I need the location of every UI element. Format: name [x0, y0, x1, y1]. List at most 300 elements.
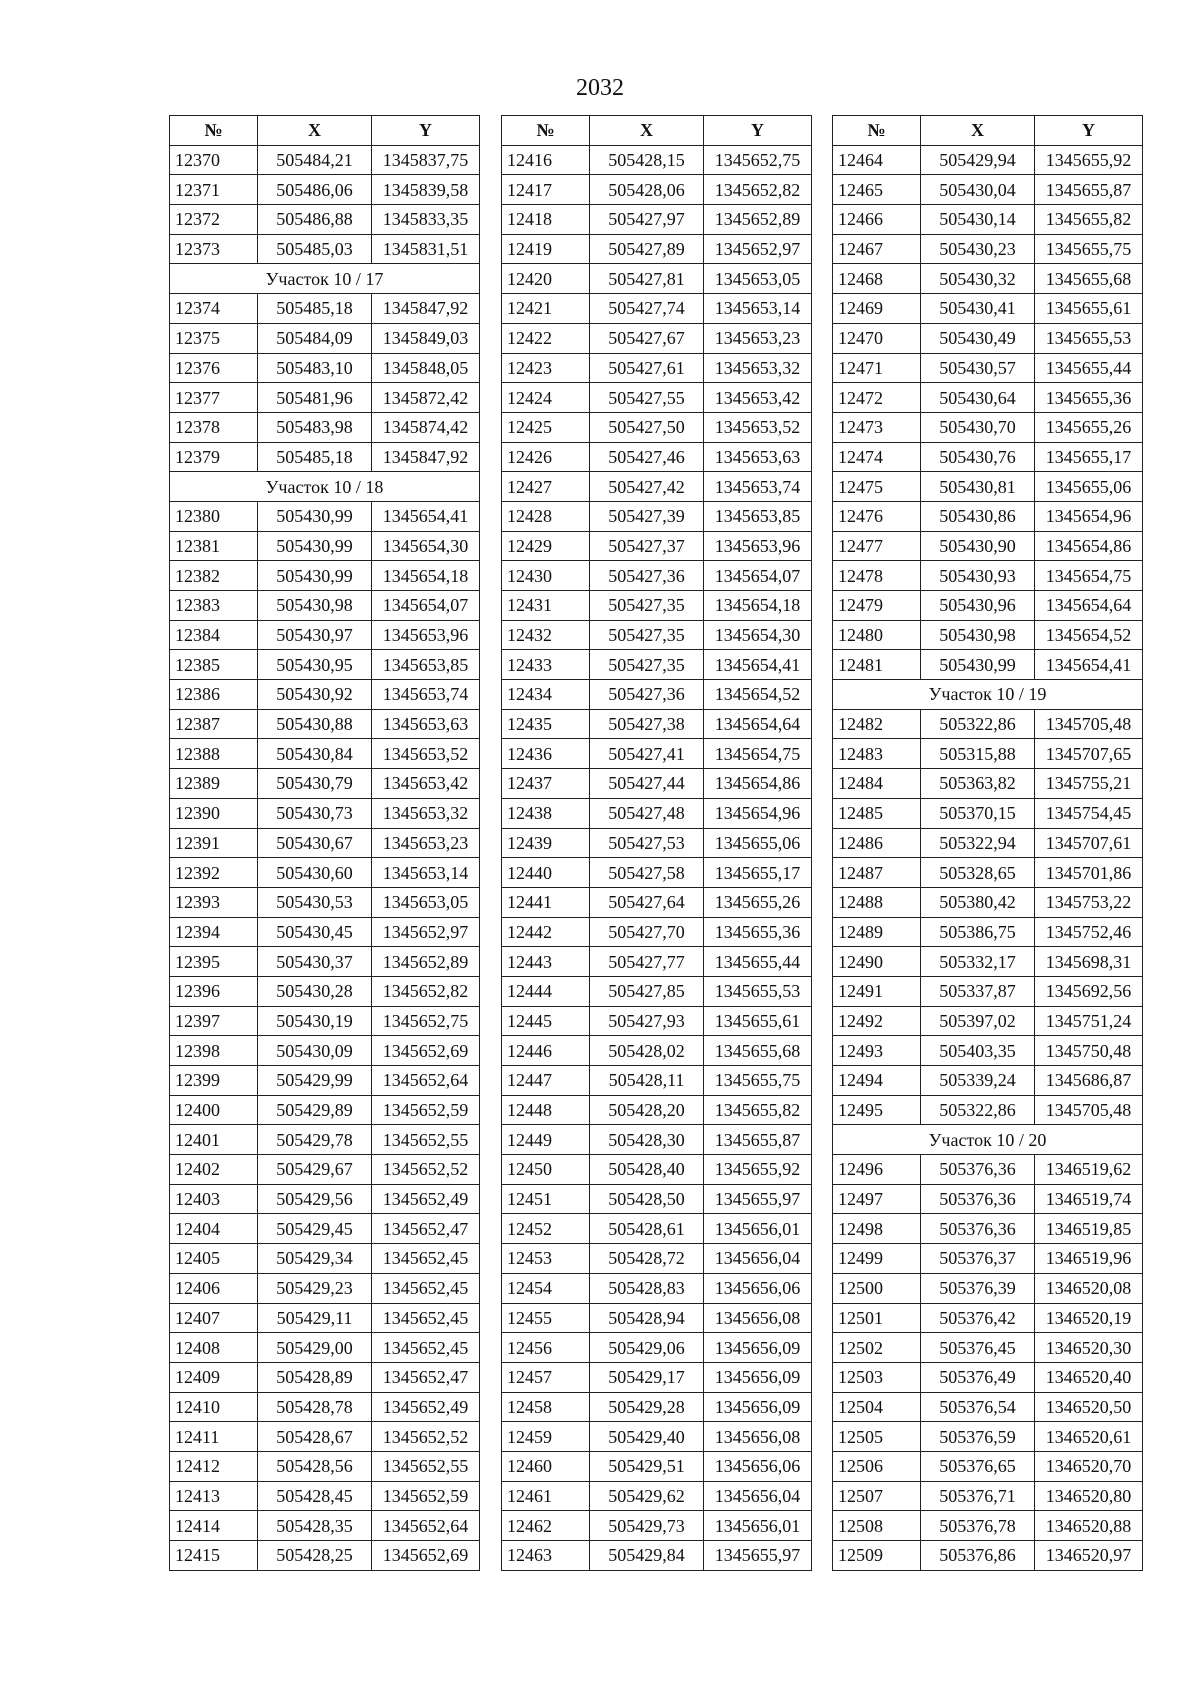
table-row — [502, 323, 812, 353]
point-number: 12385 — [170, 650, 258, 680]
x-coordinate: 505430,97 — [258, 620, 372, 650]
point-number: 12492 — [833, 1006, 921, 1036]
table-row — [833, 1541, 1143, 1571]
point-number: 12435 — [502, 709, 590, 739]
x-coordinate: 505430,64 — [921, 383, 1035, 413]
x-coordinate: 505376,78 — [921, 1511, 1035, 1541]
point-number: 12426 — [502, 442, 590, 472]
coordinates-table-1 — [169, 115, 480, 1571]
point-number: 12475 — [833, 472, 921, 502]
table-row — [170, 650, 480, 680]
table-row — [833, 976, 1143, 1006]
section-title: Участок 10 / 20 — [833, 1125, 1143, 1155]
y-coordinate: 1345839,58 — [372, 175, 480, 205]
y-coordinate: 1345655,75 — [704, 1066, 812, 1096]
x-coordinate: 505376,36 — [921, 1214, 1035, 1244]
y-coordinate: 1345655,44 — [704, 947, 812, 977]
y-coordinate: 1345654,52 — [704, 680, 812, 710]
point-number: 12472 — [833, 383, 921, 413]
point-number: 12441 — [502, 887, 590, 917]
point-number: 12416 — [502, 145, 590, 175]
point-number: 12476 — [833, 501, 921, 531]
table-row — [170, 1541, 480, 1571]
y-coordinate: 1345652,75 — [372, 1006, 480, 1036]
x-coordinate: 505429,06 — [590, 1333, 704, 1363]
y-coordinate: 1345654,96 — [704, 798, 812, 828]
x-coordinate: 505428,06 — [590, 175, 704, 205]
y-coordinate: 1345655,53 — [704, 976, 812, 1006]
table-row — [502, 591, 812, 621]
y-coordinate: 1345652,89 — [372, 947, 480, 977]
point-number: 12436 — [502, 739, 590, 769]
point-number: 12456 — [502, 1333, 590, 1363]
x-coordinate: 505403,35 — [921, 1036, 1035, 1066]
point-number: 12485 — [833, 798, 921, 828]
table-row — [833, 1422, 1143, 1452]
table-row — [833, 205, 1143, 235]
y-coordinate: 1346520,30 — [1035, 1333, 1143, 1363]
y-coordinate: 1345652,55 — [372, 1125, 480, 1155]
x-coordinate: 505429,94 — [921, 145, 1035, 175]
y-coordinate: 1345653,52 — [372, 739, 480, 769]
x-coordinate: 505427,93 — [590, 1006, 704, 1036]
x-coordinate: 505428,94 — [590, 1303, 704, 1333]
table-row — [170, 1303, 480, 1333]
point-number: 12382 — [170, 561, 258, 591]
x-coordinate: 505315,88 — [921, 739, 1035, 769]
x-coordinate: 505430,73 — [258, 798, 372, 828]
point-number: 12450 — [502, 1155, 590, 1185]
table-row — [502, 412, 812, 442]
x-coordinate: 505428,89 — [258, 1362, 372, 1392]
point-number: 12374 — [170, 294, 258, 324]
y-coordinate: 1345653,23 — [704, 323, 812, 353]
point-number: 12468 — [833, 264, 921, 294]
point-number: 12433 — [502, 650, 590, 680]
x-coordinate: 505376,54 — [921, 1392, 1035, 1422]
point-number: 12471 — [833, 353, 921, 383]
x-coordinate: 505427,46 — [590, 442, 704, 472]
point-number: 12454 — [502, 1273, 590, 1303]
header-y: Y — [1035, 116, 1143, 146]
x-coordinate: 505430,41 — [921, 294, 1035, 324]
y-coordinate: 1346519,62 — [1035, 1155, 1143, 1185]
x-coordinate: 505376,36 — [921, 1184, 1035, 1214]
y-coordinate: 1345654,18 — [704, 591, 812, 621]
y-coordinate: 1345656,06 — [704, 1451, 812, 1481]
y-coordinate: 1345655,61 — [1035, 294, 1143, 324]
table-row — [170, 709, 480, 739]
x-coordinate: 505427,36 — [590, 680, 704, 710]
point-number: 12389 — [170, 769, 258, 799]
x-coordinate: 505430,70 — [921, 412, 1035, 442]
point-number: 12406 — [170, 1273, 258, 1303]
header-num: № — [170, 116, 258, 146]
y-coordinate: 1345654,86 — [704, 769, 812, 799]
point-number: 12491 — [833, 976, 921, 1006]
table-row — [833, 1036, 1143, 1066]
y-coordinate: 1345655,17 — [1035, 442, 1143, 472]
table-row — [170, 1244, 480, 1274]
point-number: 12469 — [833, 294, 921, 324]
table-row — [833, 531, 1143, 561]
point-number: 12410 — [170, 1392, 258, 1422]
table-row — [833, 828, 1143, 858]
x-coordinate: 505376,39 — [921, 1273, 1035, 1303]
y-coordinate: 1345656,04 — [704, 1481, 812, 1511]
table-row — [502, 947, 812, 977]
point-number: 12465 — [833, 175, 921, 205]
table-row — [502, 1095, 812, 1125]
x-coordinate: 505376,42 — [921, 1303, 1035, 1333]
x-coordinate: 505427,64 — [590, 887, 704, 917]
point-number: 12370 — [170, 145, 258, 175]
coordinates-table-2 — [501, 115, 812, 1571]
x-coordinate: 505332,17 — [921, 947, 1035, 977]
point-number: 12381 — [170, 531, 258, 561]
x-coordinate: 505427,61 — [590, 353, 704, 383]
table-row — [502, 1036, 812, 1066]
y-coordinate: 1345655,53 — [1035, 323, 1143, 353]
point-number: 12380 — [170, 501, 258, 531]
table-row — [833, 442, 1143, 472]
y-coordinate: 1345655,97 — [704, 1541, 812, 1571]
table-row — [170, 1451, 480, 1481]
x-coordinate: 505486,06 — [258, 175, 372, 205]
y-coordinate: 1345701,86 — [1035, 858, 1143, 888]
x-coordinate: 505429,62 — [590, 1481, 704, 1511]
point-number: 12452 — [502, 1214, 590, 1244]
y-coordinate: 1345751,24 — [1035, 1006, 1143, 1036]
point-number: 12428 — [502, 501, 590, 531]
y-coordinate: 1345652,45 — [372, 1333, 480, 1363]
point-number: 12448 — [502, 1095, 590, 1125]
x-coordinate: 505428,45 — [258, 1481, 372, 1511]
y-coordinate: 1345654,64 — [704, 709, 812, 739]
table-row — [170, 1125, 480, 1155]
point-number: 12379 — [170, 442, 258, 472]
y-coordinate: 1345654,41 — [1035, 650, 1143, 680]
x-coordinate: 505428,61 — [590, 1214, 704, 1244]
point-number: 12494 — [833, 1066, 921, 1096]
point-number: 12404 — [170, 1214, 258, 1244]
y-coordinate: 1345655,36 — [1035, 383, 1143, 413]
table-row — [170, 769, 480, 799]
y-coordinate: 1345652,49 — [372, 1392, 480, 1422]
point-number: 12411 — [170, 1422, 258, 1452]
y-coordinate: 1345849,03 — [372, 323, 480, 353]
x-coordinate: 505427,53 — [590, 828, 704, 858]
table-row — [502, 1422, 812, 1452]
table-row — [170, 561, 480, 591]
table-row — [170, 234, 480, 264]
x-coordinate: 505430,99 — [258, 561, 372, 591]
point-number: 12415 — [170, 1541, 258, 1571]
point-number: 12413 — [170, 1481, 258, 1511]
table-row — [170, 412, 480, 442]
y-coordinate: 1345655,68 — [704, 1036, 812, 1066]
x-coordinate: 505430,49 — [921, 323, 1035, 353]
table-row — [502, 1541, 812, 1571]
table-row — [833, 323, 1143, 353]
y-coordinate: 1345707,65 — [1035, 739, 1143, 769]
x-coordinate: 505430,23 — [921, 234, 1035, 264]
point-number: 12437 — [502, 769, 590, 799]
x-coordinate: 505430,99 — [258, 501, 372, 531]
point-number: 12482 — [833, 709, 921, 739]
point-number: 12397 — [170, 1006, 258, 1036]
table-row — [833, 650, 1143, 680]
table-row — [833, 1066, 1143, 1096]
header-y: Y — [704, 116, 812, 146]
table-row — [833, 1155, 1143, 1185]
point-number: 12434 — [502, 680, 590, 710]
point-number: 12431 — [502, 591, 590, 621]
point-number: 12442 — [502, 917, 590, 947]
x-coordinate: 505427,97 — [590, 205, 704, 235]
x-coordinate: 505485,03 — [258, 234, 372, 264]
point-number: 12429 — [502, 531, 590, 561]
table-row — [170, 1214, 480, 1244]
table-row — [833, 947, 1143, 977]
y-coordinate: 1345656,01 — [704, 1511, 812, 1541]
y-coordinate: 1345652,59 — [372, 1095, 480, 1125]
table-row — [502, 1006, 812, 1036]
y-coordinate: 1345653,32 — [704, 353, 812, 383]
table-row — [170, 976, 480, 1006]
x-coordinate: 505430,88 — [258, 709, 372, 739]
y-coordinate: 1345655,92 — [704, 1155, 812, 1185]
x-coordinate: 505427,37 — [590, 531, 704, 561]
point-number: 12427 — [502, 472, 590, 502]
point-number: 12396 — [170, 976, 258, 1006]
y-coordinate: 1345654,18 — [372, 561, 480, 591]
y-coordinate: 1345653,23 — [372, 828, 480, 858]
x-coordinate: 505427,36 — [590, 561, 704, 591]
x-coordinate: 505429,17 — [590, 1362, 704, 1392]
y-coordinate: 1345655,87 — [704, 1125, 812, 1155]
table-row — [170, 531, 480, 561]
table-row — [833, 887, 1143, 917]
y-coordinate: 1345654,41 — [372, 501, 480, 531]
y-coordinate: 1345653,14 — [704, 294, 812, 324]
x-coordinate: 505428,72 — [590, 1244, 704, 1274]
y-coordinate: 1345653,63 — [372, 709, 480, 739]
table-row — [502, 769, 812, 799]
y-coordinate: 1346520,70 — [1035, 1451, 1143, 1481]
table-row — [502, 650, 812, 680]
y-coordinate: 1346520,08 — [1035, 1273, 1143, 1303]
y-coordinate: 1345652,82 — [372, 976, 480, 1006]
table-row — [833, 1392, 1143, 1422]
point-number: 12398 — [170, 1036, 258, 1066]
section-row — [170, 264, 480, 294]
point-number: 12439 — [502, 828, 590, 858]
table-row — [833, 561, 1143, 591]
table-row — [170, 887, 480, 917]
table-row — [170, 1066, 480, 1096]
point-number: 12502 — [833, 1333, 921, 1363]
y-coordinate: 1345653,96 — [704, 531, 812, 561]
x-coordinate: 505427,81 — [590, 264, 704, 294]
table-row — [833, 383, 1143, 413]
point-number: 12458 — [502, 1392, 590, 1422]
point-number: 12506 — [833, 1451, 921, 1481]
section-title: Участок 10 / 19 — [833, 680, 1143, 710]
table-row — [833, 1333, 1143, 1363]
point-number: 12421 — [502, 294, 590, 324]
x-coordinate: 505339,24 — [921, 1066, 1035, 1096]
point-number: 12447 — [502, 1066, 590, 1096]
table-row — [833, 917, 1143, 947]
x-coordinate: 505430,14 — [921, 205, 1035, 235]
table-row — [833, 769, 1143, 799]
y-coordinate: 1345653,42 — [372, 769, 480, 799]
table-row — [833, 1362, 1143, 1392]
table-row — [502, 887, 812, 917]
point-number: 12408 — [170, 1333, 258, 1363]
x-coordinate: 505376,65 — [921, 1451, 1035, 1481]
header-x: X — [590, 116, 704, 146]
table-row — [833, 264, 1143, 294]
table-row — [833, 620, 1143, 650]
table-row — [502, 1451, 812, 1481]
section-title: Участок 10 / 17 — [170, 264, 480, 294]
y-coordinate: 1345705,48 — [1035, 1095, 1143, 1125]
header-x: X — [921, 116, 1035, 146]
y-coordinate: 1346520,88 — [1035, 1511, 1143, 1541]
table-row — [170, 1006, 480, 1036]
y-coordinate: 1345653,74 — [372, 680, 480, 710]
table-row — [170, 739, 480, 769]
point-number: 12417 — [502, 175, 590, 205]
point-number: 12470 — [833, 323, 921, 353]
x-coordinate: 505427,42 — [590, 472, 704, 502]
x-coordinate: 505430,92 — [258, 680, 372, 710]
x-coordinate: 505430,67 — [258, 828, 372, 858]
y-coordinate: 1345655,06 — [704, 828, 812, 858]
table-row — [170, 205, 480, 235]
table-row — [170, 858, 480, 888]
point-number: 12425 — [502, 412, 590, 442]
y-coordinate: 1345654,41 — [704, 650, 812, 680]
x-coordinate: 505363,82 — [921, 769, 1035, 799]
table-row — [833, 1006, 1143, 1036]
x-coordinate: 505430,57 — [921, 353, 1035, 383]
table-row — [502, 1362, 812, 1392]
y-coordinate: 1345654,75 — [704, 739, 812, 769]
x-coordinate: 505429,56 — [258, 1184, 372, 1214]
y-coordinate: 1345753,22 — [1035, 887, 1143, 917]
y-coordinate: 1345750,48 — [1035, 1036, 1143, 1066]
table-row — [502, 264, 812, 294]
x-coordinate: 505428,35 — [258, 1511, 372, 1541]
point-number: 12463 — [502, 1541, 590, 1571]
y-coordinate: 1345652,47 — [372, 1362, 480, 1392]
point-number: 12430 — [502, 561, 590, 591]
table-row — [833, 1303, 1143, 1333]
x-coordinate: 505428,30 — [590, 1125, 704, 1155]
table-row — [170, 680, 480, 710]
point-number: 12453 — [502, 1244, 590, 1274]
x-coordinate: 505337,87 — [921, 976, 1035, 1006]
x-coordinate: 505427,58 — [590, 858, 704, 888]
table-body — [502, 145, 812, 1570]
table-row — [502, 1273, 812, 1303]
x-coordinate: 505430,28 — [258, 976, 372, 1006]
table-row — [502, 383, 812, 413]
x-coordinate: 505430,98 — [921, 620, 1035, 650]
table-row — [833, 412, 1143, 442]
y-coordinate: 1345872,42 — [372, 383, 480, 413]
section-row — [833, 680, 1143, 710]
table-row — [502, 472, 812, 502]
page-number: 2032 — [576, 75, 624, 101]
y-coordinate: 1345698,31 — [1035, 947, 1143, 977]
table-row — [170, 1333, 480, 1363]
table-row — [833, 1481, 1143, 1511]
x-coordinate: 505430,79 — [258, 769, 372, 799]
y-coordinate: 1345848,05 — [372, 353, 480, 383]
y-coordinate: 1345653,85 — [372, 650, 480, 680]
point-number: 12390 — [170, 798, 258, 828]
x-coordinate: 505428,50 — [590, 1184, 704, 1214]
y-coordinate: 1346520,50 — [1035, 1392, 1143, 1422]
table-row — [502, 442, 812, 472]
table-row — [502, 1392, 812, 1422]
point-number: 12459 — [502, 1422, 590, 1452]
point-number: 12507 — [833, 1481, 921, 1511]
point-number: 12388 — [170, 739, 258, 769]
table-row — [502, 175, 812, 205]
x-coordinate: 505428,11 — [590, 1066, 704, 1096]
x-coordinate: 505397,02 — [921, 1006, 1035, 1036]
x-coordinate: 505427,38 — [590, 709, 704, 739]
table-row — [502, 1214, 812, 1244]
point-number: 12496 — [833, 1155, 921, 1185]
y-coordinate: 1345655,06 — [1035, 472, 1143, 502]
point-number: 12419 — [502, 234, 590, 264]
point-number: 12487 — [833, 858, 921, 888]
x-coordinate: 505430,60 — [258, 858, 372, 888]
point-number: 12438 — [502, 798, 590, 828]
table-row — [833, 858, 1143, 888]
table-row — [833, 798, 1143, 828]
table-row — [502, 531, 812, 561]
point-number: 12490 — [833, 947, 921, 977]
point-number: 12401 — [170, 1125, 258, 1155]
x-coordinate: 505430,96 — [921, 591, 1035, 621]
x-coordinate: 505376,49 — [921, 1362, 1035, 1392]
point-number: 12449 — [502, 1125, 590, 1155]
table-row — [170, 1422, 480, 1452]
y-coordinate: 1345652,45 — [372, 1303, 480, 1333]
x-coordinate: 505376,37 — [921, 1244, 1035, 1274]
table-row — [502, 620, 812, 650]
x-coordinate: 505430,53 — [258, 887, 372, 917]
point-number: 12509 — [833, 1541, 921, 1571]
x-coordinate: 505322,86 — [921, 709, 1035, 739]
y-coordinate: 1345653,32 — [372, 798, 480, 828]
point-number: 12484 — [833, 769, 921, 799]
x-coordinate: 505430,09 — [258, 1036, 372, 1066]
y-coordinate: 1346520,61 — [1035, 1422, 1143, 1452]
point-number: 12489 — [833, 917, 921, 947]
point-number: 12462 — [502, 1511, 590, 1541]
table-row — [833, 234, 1143, 264]
table-row — [833, 1451, 1143, 1481]
y-coordinate: 1345653,74 — [704, 472, 812, 502]
